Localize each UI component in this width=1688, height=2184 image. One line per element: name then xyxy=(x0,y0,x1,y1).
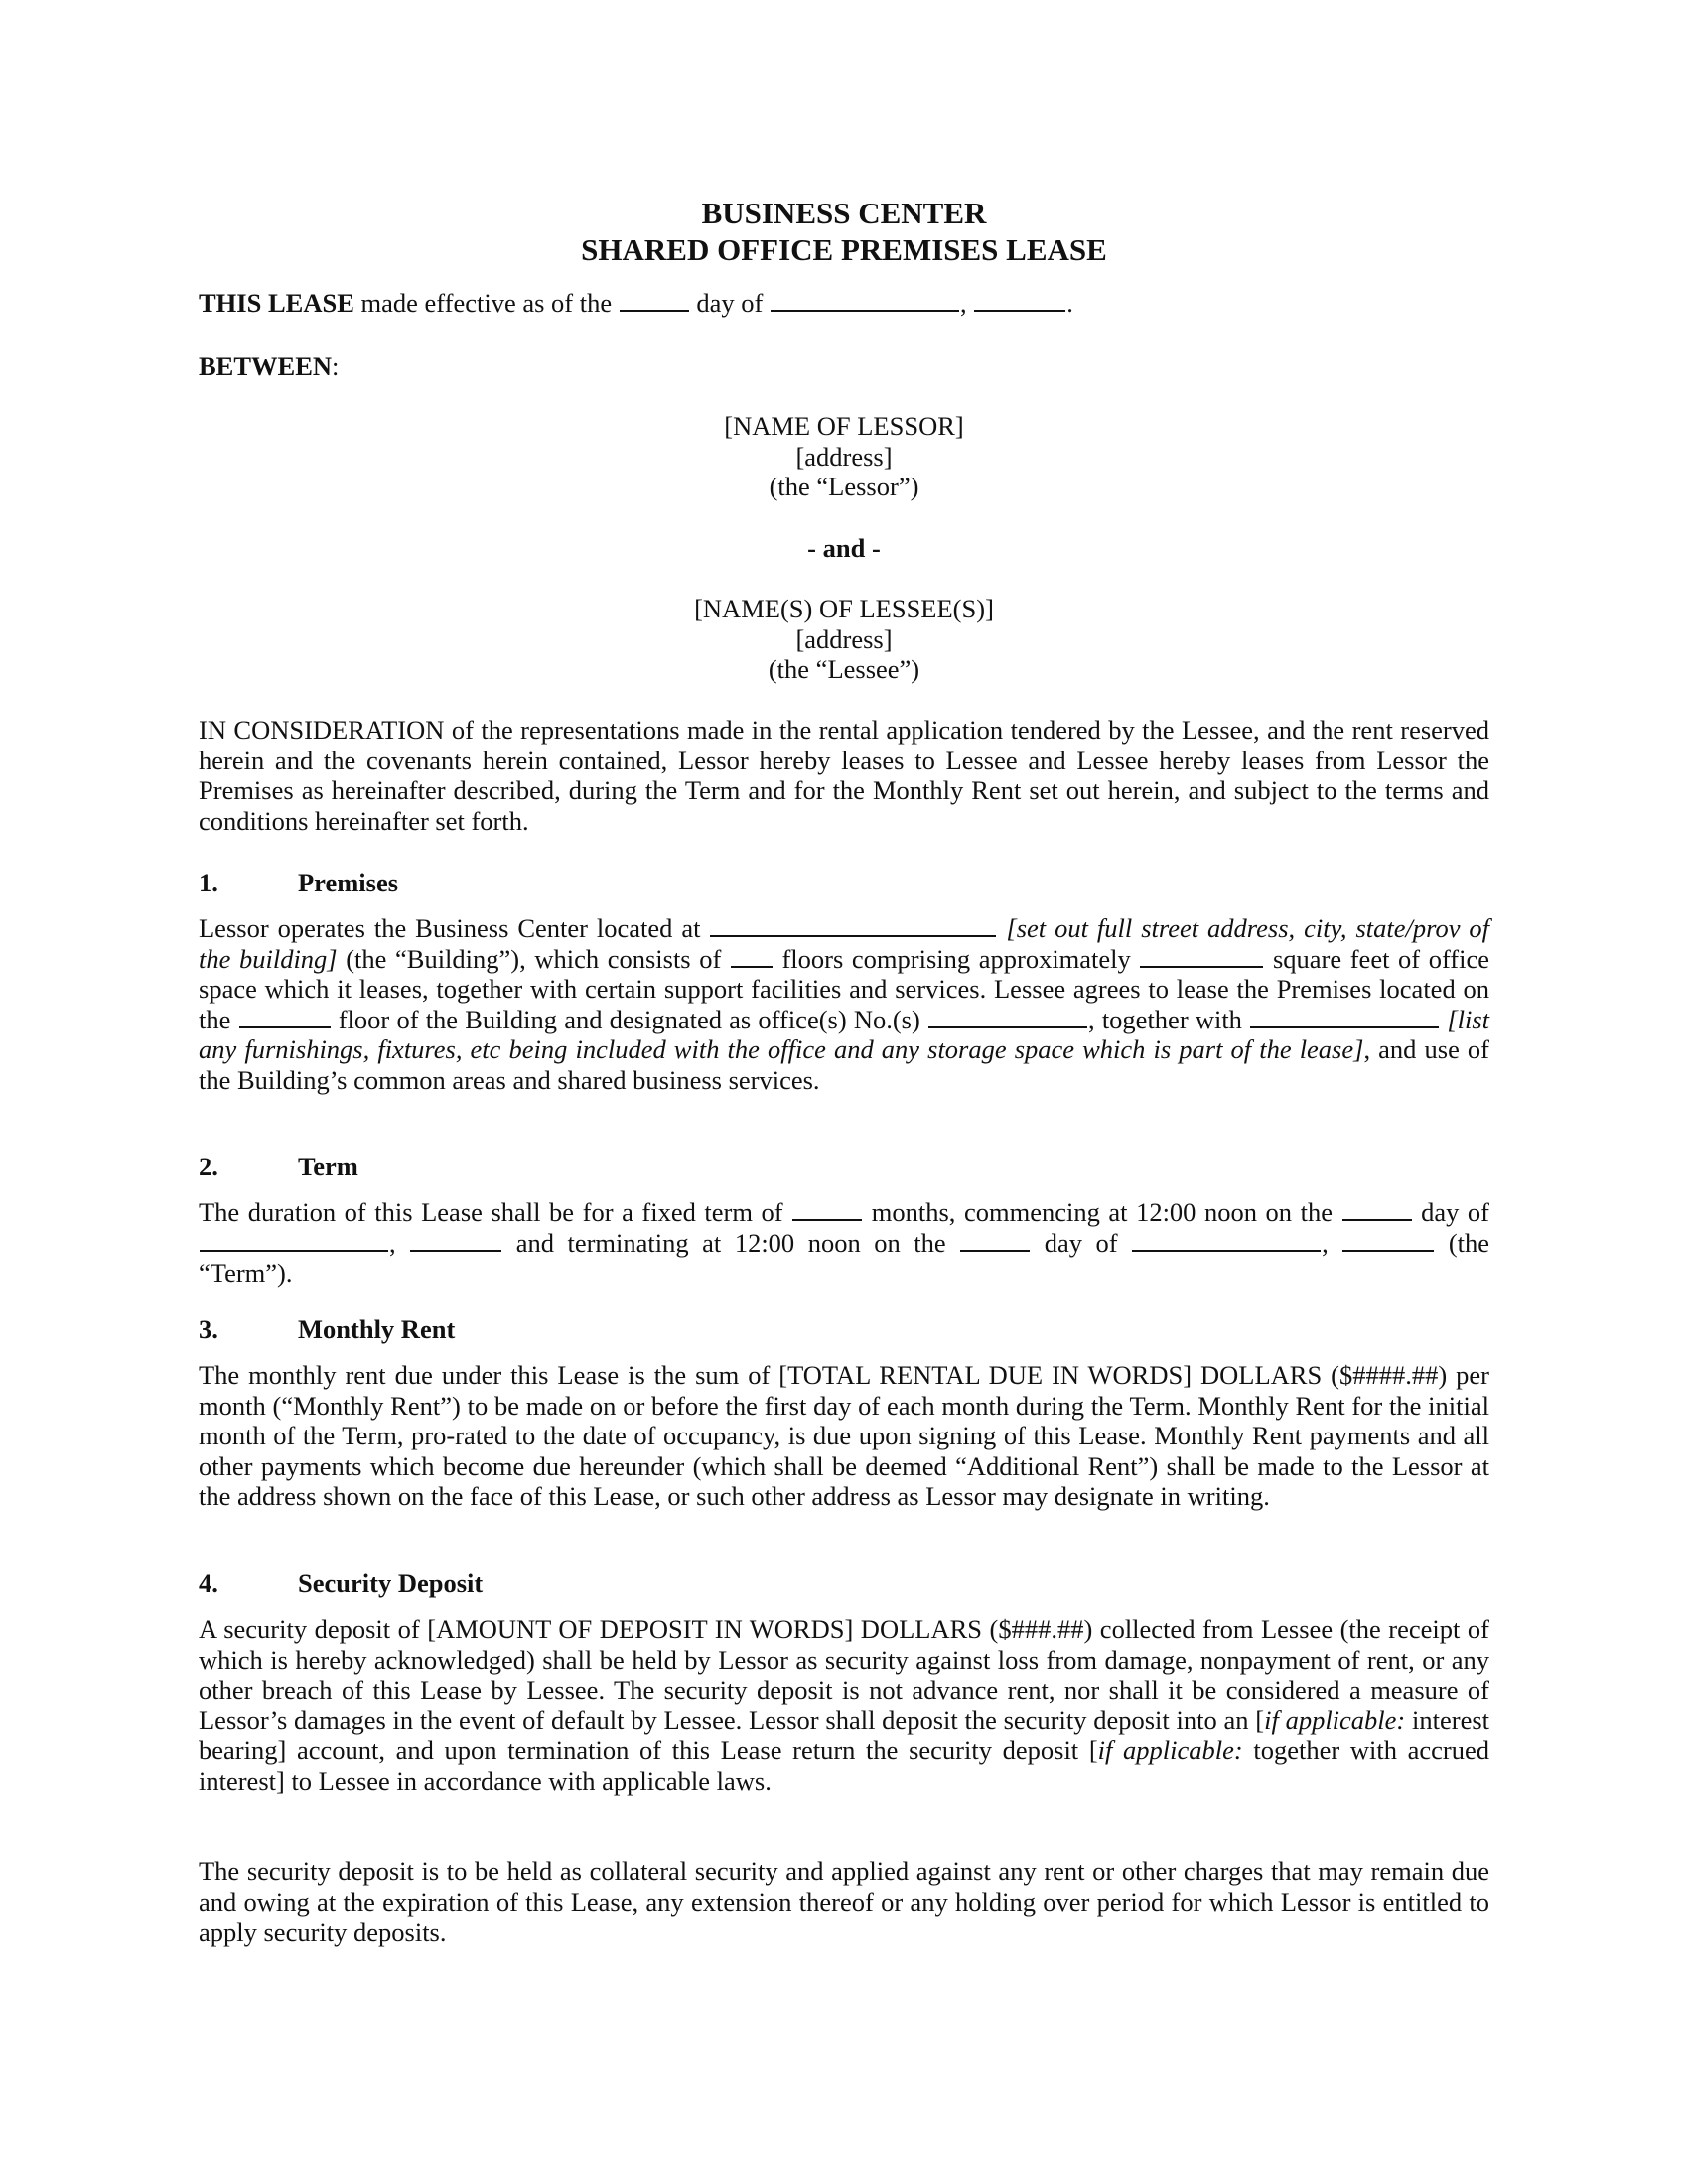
office-number-blank[interactable] xyxy=(928,1025,1087,1028)
term-text-5: and terminating at 12:00 noon on the xyxy=(515,1227,946,1258)
section-1-title: Premises xyxy=(298,868,399,897)
lessee-name: [NAME(S) OF LESSEE(S)] xyxy=(694,594,994,623)
premises-text-7: , together with xyxy=(1088,1004,1242,1034)
term-paragraph xyxy=(199,1197,1489,1289)
lessee-label: (the “Lessee”) xyxy=(768,654,920,684)
deposit-text-3: together with accrued interest] to Lessee in accordance with applicable laws. xyxy=(199,1735,1490,1796)
intro-period: . xyxy=(1066,288,1073,318)
deposit-italic-2: if applicable: xyxy=(1097,1735,1243,1765)
intro-line xyxy=(199,288,1489,319)
deposit-paragraph-2: The security deposit is to be held as collateral security and applied against any rent or other charges that may remain due and owing at the expiration of this Lease, any extension thereof or any holding over period for which Lessor is entitled to apply security deposits. xyxy=(199,1856,1489,1947)
premises-italic-1: [set out full street address, city, state/prov of the building] xyxy=(199,913,1490,974)
start-year-blank[interactable] xyxy=(410,1249,501,1252)
end-year-blank[interactable] xyxy=(1342,1249,1434,1252)
between-label: BETWEEN xyxy=(199,351,333,381)
intro-made-effective: made effective as of the xyxy=(360,288,613,318)
section-3-title: Monthly Rent xyxy=(298,1314,456,1344)
premises-paragraph xyxy=(199,913,1489,1095)
lessor-address: [address] xyxy=(795,442,893,472)
year-blank[interactable] xyxy=(974,309,1065,312)
intro-lead: THIS LEASE xyxy=(199,288,354,318)
deposit-paragraph-1 xyxy=(199,1614,1489,1796)
premises-italic-2: [list any furnishings, fixtures, etc being included with the office and any storage space which is part of the lease] xyxy=(199,1004,1490,1064)
lessor-label: (the “Lessor”) xyxy=(769,472,919,501)
deposit-text-2: interest bearing] account, and upon termination of this Lease return the security deposit [ xyxy=(199,1705,1490,1765)
premises-text-5: square feet of office space which it leases, together with certain support facilities and services. Lessee agrees to lease the Premises located on the xyxy=(199,943,1490,1034)
term-text-2: months, commencing at 12:00 noon on the xyxy=(871,1197,1333,1227)
start-day-blank[interactable] xyxy=(1342,1218,1412,1221)
between-line xyxy=(199,351,1489,382)
month-blank[interactable] xyxy=(771,309,959,312)
deposit-italic-1: if applicable: xyxy=(1264,1705,1406,1735)
day-blank[interactable] xyxy=(620,309,689,312)
deposit-text-1: A security deposit of [AMOUNT OF DEPOSIT IN WORDS] DOLLARS ($###.##) collected from Lessee (the receipt of which is hereby acknowledged) shall be held by Lessor as security against loss from damage, nonpayment of rent, or any other breach of this Lease by Lessee. The security deposit is not advance rent, nor shall it be considered a measure of Lessor’s damages in the event of default by Lessee. Lessor shall deposit the security deposit into an [ xyxy=(199,1614,1489,1735)
section-3-heading xyxy=(199,1314,455,1345)
rent-paragraph: The monthly rent due under this Lease is the sum of [TOTAL RENTAL DUE IN WORDS] DOLLARS ($####.##) per month (“Monthly Rent”) to be made on or before the first day of each month during the Term. Monthly Rent for the initial month of the Term, pro-rated to the date of occupancy, is due upon signing of this Lease. Monthly Rent payments and all other payments which become due hereunder (which shall be deemed “Additional Rent”) shall be made to the Lessor at the address shown on the face of this Lease, or such other address as Lessor may designate in writing. xyxy=(199,1360,1489,1511)
premises-text-1: Lessor operates the Business Center located at xyxy=(199,913,701,943)
section-4-heading xyxy=(199,1569,483,1599)
section-4-number: 4. xyxy=(199,1569,218,1598)
intro-comma: , xyxy=(959,288,967,318)
section-2-number: 2. xyxy=(199,1152,218,1181)
term-text-1: The duration of this Lease shall be for a fixed term of xyxy=(199,1197,783,1227)
lessee-address: [address] xyxy=(795,624,893,654)
section-3-number: 3. xyxy=(199,1314,218,1344)
square-feet-blank[interactable] xyxy=(1140,965,1263,968)
consideration-paragraph: IN CONSIDERATION of the representations made in the rental application tendered by the Lessee, and the rent reserved herein and the covenants herein contained, Lessor hereby leases to Lessee and Lessee hereby leases from Lessor the Premises as hereinafter described, during the Term and for the Monthly Rent set out herein, and subject to the terms and conditions hereinafter set forth. xyxy=(199,715,1489,836)
term-text-3: day of xyxy=(1421,1197,1490,1227)
section-2-title: Term xyxy=(298,1152,358,1181)
intro-day-of: day of xyxy=(696,288,764,318)
term-text-8: (the “Term”). xyxy=(199,1227,1490,1288)
end-month-blank[interactable] xyxy=(1132,1249,1321,1252)
end-day-blank[interactable] xyxy=(960,1249,1030,1252)
section-1-number: 1. xyxy=(199,868,218,897)
furnishings-blank[interactable] xyxy=(1250,1025,1439,1028)
between-colon: : xyxy=(332,351,340,381)
term-text-7: , xyxy=(1322,1227,1329,1258)
premises-text-6: floor of the Building and designated as office(s) No.(s) xyxy=(338,1004,920,1034)
term-text-4: , xyxy=(389,1227,396,1258)
floor-number-blank[interactable] xyxy=(239,1025,331,1028)
term-text-6: day of xyxy=(1044,1227,1118,1258)
premises-text-3: (the “Building”), which consists of xyxy=(346,943,722,974)
title-line-2: SHARED OFFICE PREMISES LEASE xyxy=(581,232,1107,267)
premises-text-4: floors comprising approximately xyxy=(781,943,1131,974)
premises-text-9: , and use of the Building’s common areas and shared business services. xyxy=(199,1034,1489,1095)
title-line-1: BUSINESS CENTER xyxy=(701,196,987,230)
floors-blank[interactable] xyxy=(731,965,773,968)
building-address-blank[interactable] xyxy=(710,934,996,937)
start-month-blank[interactable] xyxy=(200,1249,388,1252)
section-4-title: Security Deposit xyxy=(298,1569,484,1598)
and-separator: - and - xyxy=(807,533,881,563)
term-months-blank[interactable] xyxy=(792,1218,862,1221)
lessor-name: [NAME OF LESSOR] xyxy=(724,411,964,441)
section-2-heading xyxy=(199,1152,358,1182)
section-1-heading xyxy=(199,868,398,898)
